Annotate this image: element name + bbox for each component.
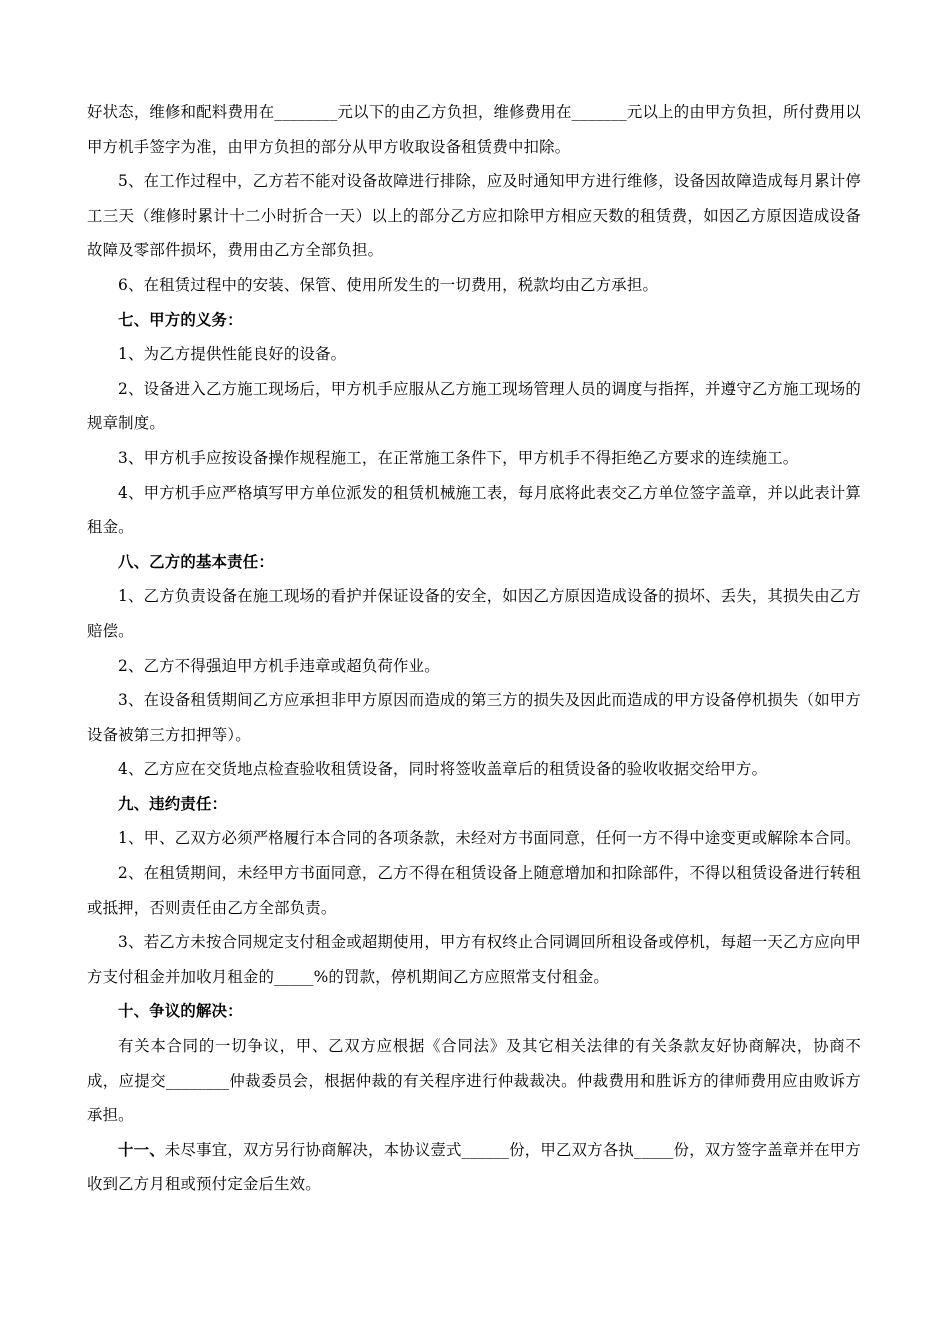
paragraph-clause-7-1: 1、为乙方提供性能良好的设备。 [118,345,347,364]
paragraph-clause-9-3: 3、若乙方未按合同规定支付租金或超期使用，甲方有权终止合同调回所租设备或停机，每超一天乙方应向甲方支付租金并加收月租金的_____%的罚款，停机期间乙方应照常支付租金。 [87,933,861,986]
paragraph-clause-8-4: 4、乙方应在交货地点检查验收租赁设备，同时将签收盖章后的租赁设备的验收收据交给甲方。 [118,760,768,779]
section-heading-10: 十、争议的解决： [118,1002,243,1021]
paragraph-repair-cost: 好状态，维修和配料费用在________元以下的由乙方负担，维修费用在_______元以上的由甲方负担，所付费用以甲方机手签字为准，由甲方负担的部分从甲方收取设备租赁费中扣除。 [87,103,861,156]
paragraph-clause-9-2: 2、在租赁期间，未经甲方书面同意，乙方不得在租赁设备上随意增加和扣除部件，不得以租赁设备进行转租或抵押，否则责任由乙方全部负责。 [87,864,861,917]
paragraph-clause-6-5: 5、在工作过程中，乙方若不能对设备故障进行排除，应及时通知甲方进行维修，设备因故障造成每月累计停工三天（维修时累计十二小时折合一天）以上的部分乙方应扣除甲方相应天数的租赁费，如因乙方原因造成设备故障及零部件损坏，费用由乙方全部负担。 [87,172,861,260]
paragraph-clause-10: 有关本合同的一切争议，甲、乙双方应根据《合同法》及其它相关法律的有关条款友好协商解决，协商不成，应提交________仲裁委员会，根据仲裁的有关程序进行仲裁裁决。仲裁费用和胜诉方的律师费用应由败诉方承担。 [87,1037,861,1125]
paragraph-clause-6-6: 6、在租赁过程中的安装、保管、使用所发生的一切费用，税款均由乙方承担。 [118,275,659,294]
paragraph-clause-11 [87,1133,861,1202]
section-heading-7: 七、甲方的义务： [118,310,243,329]
clause-11-text: 未尽事宜，双方另行协商解决，本协议壹式______份，甲乙双方各执_____份，双方签字盖章并在甲方收到乙方月租或预付定金后生效。 [87,1140,861,1194]
document-page [87,95,861,1202]
paragraph-clause-7-3: 3、甲方机手应按设备操作规程施工，在正常施工条件下，甲方机手不得拒绝乙方要求的连续施工。 [118,448,799,467]
paragraph-clause-8-3: 3、在设备租赁期间乙方应承担非甲方原因而造成的第三方的损失及因此而造成的甲方设备停机损失（如甲方设备被第三方扣押等）。 [87,691,861,744]
paragraph-clause-8-1: 1、乙方负责设备在施工现场的看护并保证设备的安全，如因乙方原因造成设备的损坏、丢失，其损失由乙方赔偿。 [87,587,861,640]
clause-11-lead: 十一、 [118,1140,165,1159]
paragraph-clause-8-2: 2、乙方不得强迫甲方机手违章或超负荷作业。 [118,656,440,675]
section-heading-9: 九、违约责任： [118,794,228,813]
paragraph-clause-9-1: 1、甲、乙双方必须严格履行本合同的各项条款，未经对方书面同意，任何一方不得中途变更或解除本合同。 [118,829,861,848]
section-heading-8: 八、乙方的基本责任： [118,552,274,571]
paragraph-clause-7-2: 2、设备进入乙方施工现场后，甲方机手应服从乙方施工现场管理人员的调度与指挥，并遵守乙方施工现场的规章制度。 [87,379,861,433]
paragraph-clause-7-4: 4、甲方机手应严格填写甲方单位派发的租赁机械施工表，每月底将此表交乙方单位签字盖章，并以此表计算租金。 [87,483,861,537]
